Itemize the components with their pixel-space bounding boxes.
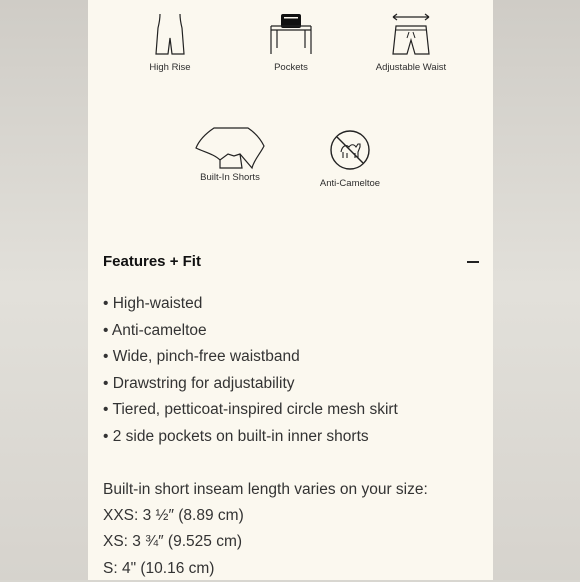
features-list	[103, 291, 398, 451]
sizing-line: XXS: 3 ½″ (8.89 cm)	[103, 507, 244, 525]
section-title: Features + Fit	[103, 253, 201, 270]
list-item: • Wide, pinch-free waistband	[103, 344, 398, 371]
high-rise-icon	[150, 12, 190, 56]
product-details-panel	[88, 0, 493, 580]
feature-high-rise	[115, 12, 225, 73]
feature-label: Built-In Shorts	[200, 172, 260, 183]
feature-built-in-shorts	[175, 124, 285, 183]
feature-pockets	[236, 12, 346, 73]
list-item: • High-waisted	[103, 291, 398, 318]
feature-label: Pockets	[274, 62, 308, 73]
feature-label: Adjustable Waist	[375, 62, 447, 73]
pockets-icon	[267, 12, 315, 56]
list-item: • Anti-cameltoe	[103, 318, 398, 345]
feature-label: High Rise	[149, 62, 191, 73]
feature-label: Anti-Cameltoe	[319, 178, 381, 189]
sizing-line: S: 4" (10.16 cm)	[103, 559, 215, 577]
feature-adjustable-waist	[356, 12, 466, 73]
sizing-intro: Built-in short inseam length varies on your size:	[103, 481, 428, 498]
minus-icon[interactable]	[467, 261, 479, 263]
list-item: • Tiered, petticoat-inspired circle mesh skirt	[103, 397, 398, 424]
list-item: • Drawstring for adjustability	[103, 371, 398, 398]
anti-cameltoe-icon	[328, 128, 372, 172]
background-left	[0, 0, 88, 580]
feature-anti-cameltoe	[295, 128, 405, 189]
built-in-shorts-icon	[190, 124, 270, 170]
sizing-line: XS: 3 ¾″ (9.525 cm)	[103, 533, 243, 551]
adjustable-waist-icon	[387, 12, 435, 56]
sizing-info	[103, 477, 428, 582]
list-item: • 2 side pockets on built-in inner shorts	[103, 424, 398, 451]
background-right	[493, 0, 580, 580]
